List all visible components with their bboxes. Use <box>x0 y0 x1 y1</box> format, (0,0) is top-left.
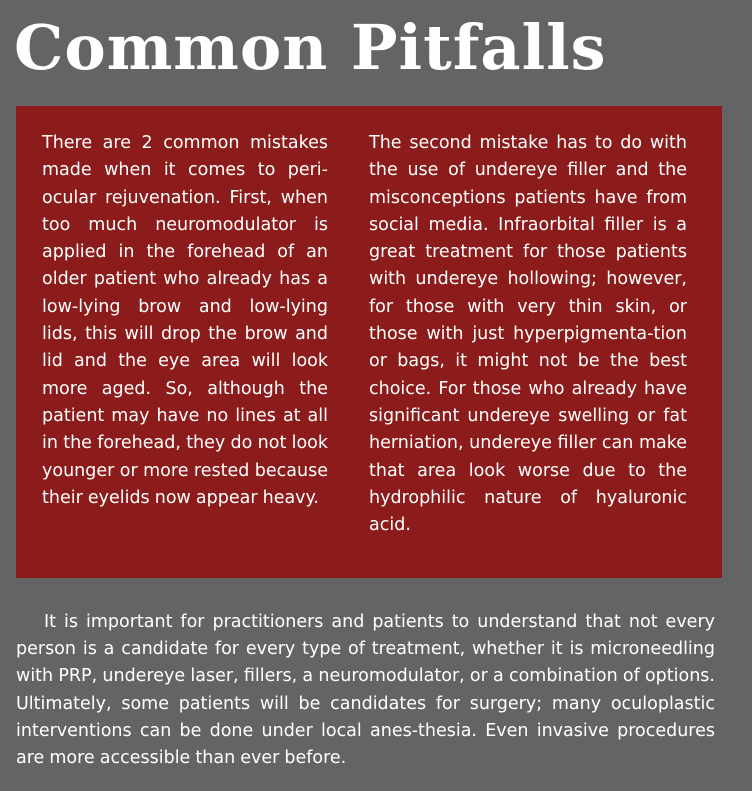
left-column-text: There are 2 common mistakes made when it comes to peri-ocular rejuvenation. First, when too much neuromodulator is applied in the forehead of an older patient who already has a low-lying brow and low-lying lids, this will drop the brow and lid and the eye area will look more aged. So, although the patient may have no lines at all in the forehead, they do not look younger or more rested because their eyelids now appear heavy. <box>42 133 328 508</box>
pitfalls-callout-box <box>16 106 722 578</box>
page-title: Common Pitfalls <box>14 11 607 84</box>
body-paragraph: It is important for practitioners and patients to understand that not every person is a candidate for every type of treatment, whether it is microneedling with PRP, undereye laser, fillers, a neuromodulator, or a combination of options. Ultimately, some patients will be candidates for surgery; many oculoplastic interventions can be done under local anes-thesia. Even invasive procedures are more accessible than ever before. <box>16 612 715 769</box>
right-column-text: The second mistake has to do with the use of undereye filler and the misconceptions patients have from social media. Infraorbital filler is a great treatment for those patients with undereye hollowing; however, for those with very thin skin, or those with just hyperpigmenta-tion or bags, it might not be the best choice. For those who already have significant undereye swelling or fat herniation, undereye filler can make that area look worse due to the hydrophilic nature of hyaluronic acid. <box>369 133 687 536</box>
